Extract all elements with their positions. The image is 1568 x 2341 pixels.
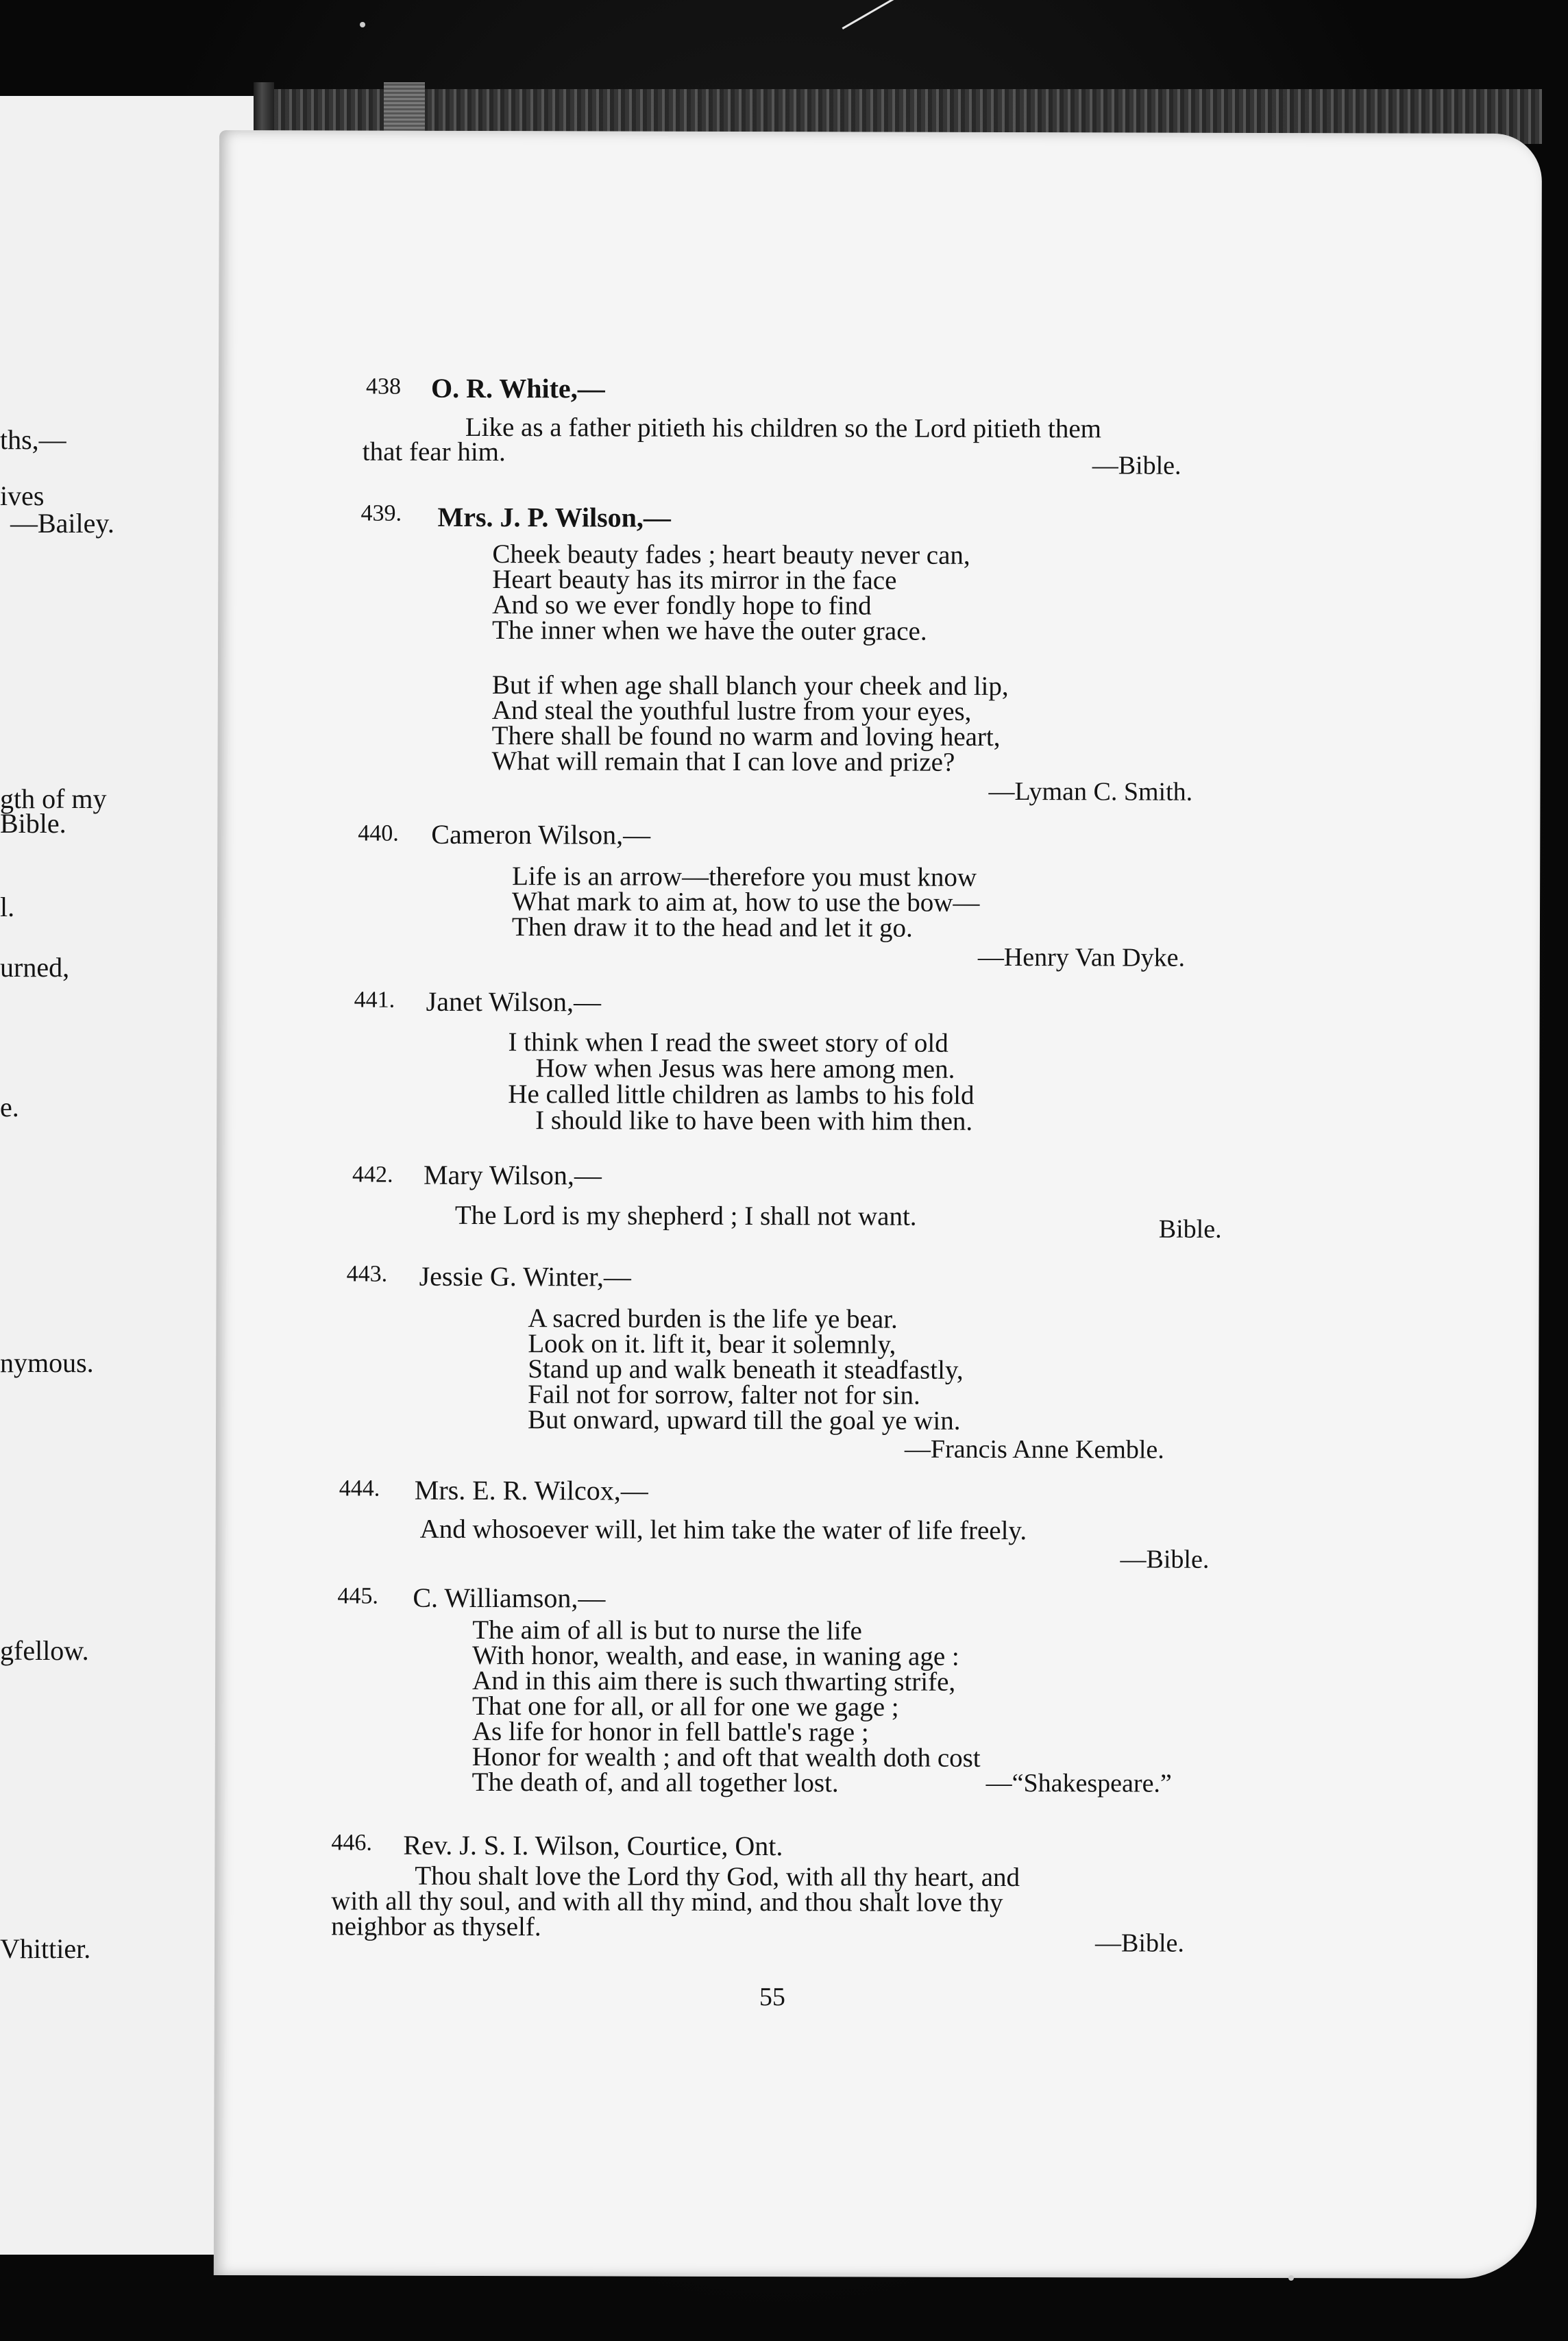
entry-number: 439. <box>360 500 402 526</box>
entry-name: Janet Wilson,— <box>426 985 602 1018</box>
entry-number: 441. <box>354 987 395 1013</box>
left-page-fragment: l. <box>0 892 15 922</box>
entry-line: Honor for wealth ; and oft that wealth doth cost <box>471 1741 981 1773</box>
entry-line: The inner when we have the outer grace. <box>492 615 927 646</box>
entry-line: A sacred burden is the life ye bear. <box>528 1303 898 1334</box>
left-page-fragment: gfellow. <box>0 1635 89 1666</box>
entry-number: 443. <box>346 1261 388 1287</box>
entry-name: O. R. White,— <box>430 372 605 404</box>
entry-attribution: —Bible. <box>1095 1928 1184 1958</box>
entry-attribution: —Bible. <box>1092 451 1181 480</box>
entry-name: Mary Wilson,— <box>423 1159 602 1191</box>
entry-line: There shall be found no warm and loving heart, <box>491 721 1001 752</box>
entry-line: I think when I read the sweet story of old <box>508 1027 948 1058</box>
entry-attribution: —Francis Anne Kemble. <box>904 1434 1164 1464</box>
entry-number: 442. <box>352 1162 393 1188</box>
entry-attribution: —Bible. <box>1120 1545 1210 1574</box>
entry-line: Cheek beauty fades ; heart beauty never can, <box>492 539 970 570</box>
entry-line: He called little children as lambs to his fold <box>508 1079 975 1110</box>
entry-number: 444. <box>339 1475 380 1502</box>
entry-name: Cameron Wilson,— <box>431 818 651 850</box>
entry-line: Then draw it to the head and let it go. <box>511 912 913 943</box>
entry-line: Fail not for sorrow, falter not for sin. <box>528 1380 920 1410</box>
entry-line: How when Jesus was here among men. <box>535 1053 955 1084</box>
entry-attribution: Bible. <box>1158 1214 1222 1244</box>
entry-name: C. Williamson,— <box>413 1582 606 1614</box>
left-page-fragment: Bible. <box>0 808 66 839</box>
entry-attribution: —Henry Van Dyke. <box>977 942 1186 972</box>
entry-line: As life for honor in fell battle's rage ; <box>471 1716 869 1748</box>
entry-name: Jessie G. Winter,— <box>419 1260 632 1292</box>
entry-name: Rev. J. S. I. Wilson, Courtice, Ont. <box>403 1829 783 1862</box>
left-page-fragment: ives <box>0 480 45 511</box>
dust-speck <box>360 22 365 27</box>
right-page <box>214 130 1542 2279</box>
entry-line: And so we ever fondly hope to find <box>492 590 872 621</box>
entry-number: 446. <box>331 1830 373 1856</box>
entry-line: The aim of all is but to nurse the life <box>472 1615 862 1646</box>
entry-name: Mrs. J. P. Wilson,— <box>437 501 672 533</box>
entry-line: with all thy soul, and with all thy mind, and thou shalt love thy <box>331 1886 1003 1918</box>
entry-line: And steal the youthful lustre from your eyes, <box>491 696 972 726</box>
left-page-fragment: ths,— <box>0 424 66 455</box>
entry-line: But if when age shall blanch your cheek and lip, <box>491 670 1009 702</box>
entry-line: I should like to have been with him then. <box>535 1105 973 1136</box>
entry-line: Thou shalt love the Lord thy God, with all thy heart, and <box>415 1861 1020 1893</box>
left-page-fragment: Vhittier. <box>0 1933 91 1964</box>
entry-line: that fear him. <box>362 437 506 467</box>
entry-name: Mrs. E. R. Wilcox,— <box>414 1474 648 1506</box>
entry-line: Stand up and walk beneath it steadfastly, <box>528 1354 964 1385</box>
left-page-fragment: gth of my <box>0 783 107 814</box>
entry-line: And in this aim there is such thwarting strife, <box>472 1665 956 1697</box>
entry-line: Look on it. lift it, bear it solemnly, <box>528 1329 896 1360</box>
entry-line: What mark to aim at, how to use the bow— <box>511 887 980 918</box>
page-number: 55 <box>759 1983 785 2012</box>
entry-line: The Lord is my shepherd ; I shall not want. <box>454 1200 917 1231</box>
entry-line: Life is an arrow—therefore you must know <box>512 861 977 892</box>
entry-line: What will remain that I can love and prize? <box>491 746 955 777</box>
entry-line: Like as a father pitieth his children so the Lord pitieth them <box>465 412 1102 444</box>
entry-attribution: —“Shakespeare.” <box>985 1768 1172 1798</box>
entry-line: Heart beauty has its mirror in the face <box>492 565 897 596</box>
left-page-fragment: urned, <box>0 952 70 983</box>
entry-number: 445. <box>337 1583 378 1609</box>
entry-line: neighbor as thyself. <box>331 1911 541 1942</box>
left-page-fragment: nymous. <box>0 1347 94 1378</box>
entry-line: The death of, and all together lost. <box>471 1767 839 1798</box>
entry-line: That one for all, or all for one we gage ; <box>471 1691 899 1722</box>
entry-number: 438 <box>365 373 402 400</box>
entry-line: With honor, wealth, and ease, in waning age : <box>472 1640 959 1671</box>
left-page-fragment: —Bailey. <box>10 508 114 539</box>
binding-tape <box>384 82 425 137</box>
entry-attribution: —Lyman C. Smith. <box>988 776 1193 807</box>
entry-line: And whosoever will, let him take the water of life freely. <box>419 1514 1027 1546</box>
entry-line: But onward, upward till the goal ye win. <box>528 1405 961 1436</box>
dust-speck <box>1288 2275 1294 2281</box>
left-page-fragment: e. <box>0 1092 19 1123</box>
entry-number: 440. <box>358 820 399 846</box>
